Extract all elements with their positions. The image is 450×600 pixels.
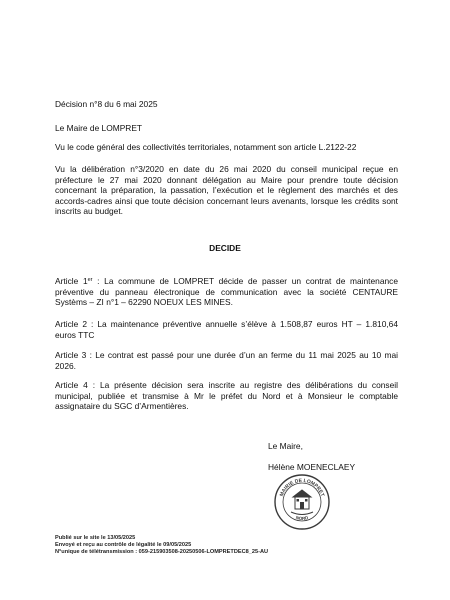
decision-number: Décision n°8 du 6 mai 2025 <box>55 99 158 109</box>
article-4: Article 4 : La présente décision sera inscrite au registre des délibérations du conseil municipal, publiée et transmise à Mr le préfet du Nord et à Monsieur le comptable assignataire du SGC d’Armentières. <box>55 380 398 412</box>
article-1-prefix: Article 1 <box>55 276 88 286</box>
seal-bottom-text: NORD <box>295 514 309 522</box>
article-1 <box>55 276 398 308</box>
authority-line: Le Maire de LOMPRET <box>55 123 143 133</box>
footer-transmission-id: N°unique de télétransmission : 059-215903508-20250506-LOMPRETDEC8_25-AU <box>55 549 269 555</box>
signature-name: Hélène MOENECLAEY <box>268 462 356 472</box>
article-1-text: : La commune de LOMPRET décide de passer un contrat de maintenance préventive du panneau électronique de communication avec la société CENTAURE Systèms – ZI n°1 – 62290 NOEUX LES MINES. <box>55 276 398 308</box>
town-hall-seal-icon <box>273 473 331 531</box>
decide-heading: DECIDE <box>209 243 241 253</box>
article-3: Article 3 : Le contrat est passé pour une durée d’un an ferme du 11 mai 2025 au 10 mai 2026. <box>55 350 398 371</box>
svg-text:NORD <box>295 515 309 521</box>
footer-sent: Envoyé et reçu au contrôle de légalité le 09/05/2025 <box>55 542 192 548</box>
vu-code-paragraph: Vu le code général des collectivités territoriales, notamment son article L.2122-22 <box>55 142 357 152</box>
signature-role: Le Maire, <box>268 441 303 451</box>
footer-published: Publié sur le site le 13/05/2025 <box>55 535 136 541</box>
article-2: Article 2 : La maintenance préventive annuelle s’élève à 1.508,87 euros HT – 1.810,64 euros TTC <box>55 319 398 340</box>
vu-deliberation-paragraph: Vu la délibération n°3/2020 en date du 26 mai 2020 du conseil municipal reçue en préfecture le 27 mai 2020 donnant délégation au Maire pour prendre toute décision concernant la préparation, la passation, l’exécution et le règlement des marchés et des accords-cadres ainsi que toute décision concernant leurs avenants, lorsque les crédits sont inscrits au budget. <box>55 164 398 217</box>
seal-top-text: MAIRIE DE LOMPRET <box>278 477 326 498</box>
article-1-superscript: er <box>87 277 93 283</box>
